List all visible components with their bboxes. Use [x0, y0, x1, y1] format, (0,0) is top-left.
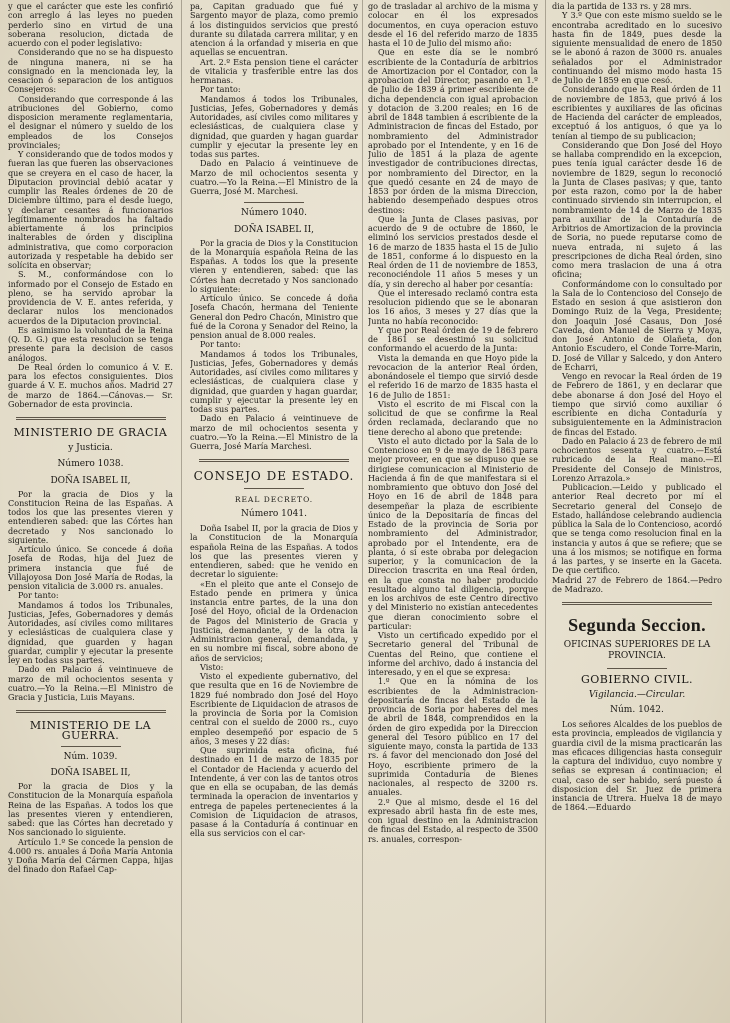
paragraph: De Real órden lo comunico á V. E. para los efectos consiguientes. Dios guarde á V. E. muchos años. Madrid 27 de marzo de 1864.—Cánovas.— Sr. Gobernador de esta provincia. [8, 361, 173, 409]
paragraph: Visto un certificado expedido por el Secretario general del Tribunal de Cuentas del Reino, que contiene el informe del archivo, dado á instancia del interesado, y en el que se expresa: [368, 630, 538, 677]
paragraph: Considerando que Don José del Hoyo se hallaba comprendido en la excepcion, pues tenía igual carácter desde 16 de noviembre de 1829, segun lo reconoció la Junta de Clases pasivas; y que, tanto por esta razon, como por la de haber continuado sirviendo sin interrupcion, el nombramiento de 14 de Marzo de 1835 para auxiliar de la Contaduría de Arbitrios de Amortizacion de la provincia de Soria, no puede reputarse como de nueva entrada, ni sujeto á las prescripciones de dicha Real órden, sino como mera traslacion de una á otra oficina; [552, 139, 722, 280]
decree-heading: DOÑA ISABEL II, [50, 475, 131, 486]
paragraph: Por tanto: [18, 590, 59, 601]
decree-number: Núm. 1039. [63, 751, 118, 762]
office-heading: GOBIERNO CIVIL. [580, 673, 694, 687]
column-3 [368, 2, 538, 1023]
paragraph: Los señores Alcaldes de los pueblos de esta provincia, empleados de vigilancia y guardia civil de la misma practicarán las mas eficaces diligencias hasta conseguir la captura del individuo, cuyo nombre y señas se expresan á continuacion; el cual, caso de ser habido, será puesto á disposicion del Sr. Juez de primera instancia de Utrera. Huelva 18 de mayo de 1864.—Eduardo [552, 719, 722, 813]
decree-heading: DOÑA ISABEL II, [50, 768, 131, 778]
short-divider [607, 668, 667, 669]
paragraph: Por tanto: [200, 339, 241, 350]
section-heading: MINISTERIO DE LA GUERRA. [29, 719, 152, 742]
section-heading: Segunda Seccion. [568, 615, 706, 635]
paragraph: Visto el escrito de mi Fiscal con la solicitud de que se confirme la Real órden reclamada, declarando que no tiene derecho al abono que pretende: [368, 398, 538, 437]
paragraph: pa, Capitan graduado que fué y Sargento mayor de plaza, como premio á los distinguidos servicios que prestó durante su dilatada carrera militar, y en atencion á la orfandad y miseria en que aquellas se encuentran. [190, 2, 358, 58]
paragraph: Dado en Palacio á veintinueve de Marzo de mil ochocientos sesenta y cuatro.—Yo la Reina.—El Ministro de la Guerra, José M. Marchesi. [190, 158, 358, 196]
paragraph: Por la gracia de Dios y la Constitucion Reina de las Españas. A todos los que las presentes vieren y entendieren sabed: que las Córtes han decretado y Nos sancionado lo siguiente. [8, 488, 173, 545]
column-1 [8, 2, 173, 1023]
notice-type: Vigilancia.—Circular. [588, 689, 686, 700]
paragraph: 2.º Que al mismo, desde el 16 del expresado abril hasta fin de este mes, con igual destino en la Administracion de fincas del Estado, al respecto de 3500 rs. anuales, correspon- [368, 796, 538, 844]
paragraph: Que la Junta de Clases pasivas, por acuerdo de 9 de octubre de 1860, le eliminó los servicios prestados desde el 16 de marzo de 1835 hasta el 15 de Julio de 1851, conforme á lo dispuesto en la Real órden de 11 de noviembre de 1853, reconociéndole 11 años 5 meses y un día, y sin derecho al haber por cesantía: [368, 213, 538, 289]
paragraph: Considerando que no se ha dispuesto de ninguna manera, ni se ha consignado en la mencionada ley, la cesacion ó separacion de los antiguos Consejeros: [8, 47, 173, 95]
paragraph: Mandamos á todos los Tribunales, Justicias, Jefes, Gobernadores y demás Autoridades, así civiles como militares y eclesiásticas, de cualquiera clase y dignidad, que guarden y hagan guardar, cumplir y ejecutar la presente ley en todas sus partes. [190, 348, 358, 414]
column-rule [545, 0, 546, 1023]
paragraph: Y 3.º Que con este mismo sueldo se le encontraba acreditado en lo sucesivo hasta fin de 1849, pues desde la siguiente mensualidad de enero de 1850 se le abonó á razon de 3000 rs. anuales señalados por el Administrador continuando del mismo modo hasta 15 de Julio de 1859 en que cesó. [552, 10, 722, 85]
paragraph: «En el pleito que ante el Consejo de Estado pende en primera y única instancia entre partes, de la una don José del Hoyo, oficial de la Ordenacion de Pagos del Ministerio de Gracia y Justicia, demandante, y de la otra la Administracion general, demandada, y en su nombre mi fiscal, sobre abono de años de servicios; [190, 578, 358, 663]
paragraph: Dado en Palacio á 23 de febrero de mil ochocientos sesenta y cuatro.—Está rubricado de la Real mano.—El Presidente del Consejo de Ministros, Lorenzo Arrazola.» [552, 435, 722, 483]
paragraph: Dado en Palacio á veintinueve de marzo de mil ochocientos sesenta y cuatro.—Yo la Reina.—El Ministro de Gracia y Justicia, Luis Mayans. [8, 664, 173, 702]
paragraph: Y que por Real órden de 19 de febrero de 1861 se desestimó su solicitud conformando el acuerdo de la Junta: [368, 324, 538, 354]
paragraph: Visto el auto dictado por la Sala de lo Contencioso en 9 de mayo de 1863 para mejor proveer, en que se dispuso que se dirigiese comunicacion al Ministerio de Hacienda á fin de que manifestara si el nombramiento que obtuvo don José del Hoyo en 16 de abril de 1848 para desempeñar la plaza de escribiente único de la Depositaría de fincas del Estado de la provincia de Soria por nombramiento del Administrador, aprobado por el Intendente, era de planta, ó si este obraba por delegacion superior, y la comunicacion de la Direccion trascrita en una Real órden, en la que consta no haber producido resultado alguno tal diligencia, porque en los archivos de este Centro directivo y del Ministerio no existían antecedentes que dieran conocimiento sobre el particular: [368, 435, 538, 631]
paragraph: Mandamos á todos los Tribunales, Justicias, Jefes, Gobernadores y demás Autoridades, así civiles como militares y eclesiásticas de cualquiera clase y dignidad, que guarden y hagan guardar, cumplir y ejecutar la presente ley en todas sus partes. [8, 599, 173, 665]
section-subheading: y Justicia. [68, 443, 113, 454]
paragraph: Visto: [200, 661, 224, 672]
paragraph: Que en este día se le nombró escribiente de la Contaduría de arbitrios de Amortizacion por el Contador, con la aprobacion del Director, pasando en 1.º de Julio de 1839 á primer escribiente de dicha dependencia con igual aprobacion y dotacion de 3.200 reales; en 16 de abril de 1848 tambien á escribiente de la Administracion de fincas del Estado, por nombramiento del Administrador aprobado por el Intendente, y en 16 de Julio de 1851 á la plaza de agente investigador de contribuciones directas, por nombramiento del Director, en la que quedó cesante en 24 de mayo de 1853 por órden de la misma Direccion, habiendo desempeñado despues otros destinos: [368, 47, 538, 215]
paragraph: S. M., conformándose con lo informado por el Consejo de Estado en pleno, se ha servido aprobar la providencia de V. E. antes referida, y declarar nulos los mencionados acuerdos de la Diputacion provincial. [8, 269, 173, 326]
column-rule [362, 0, 363, 1023]
paragraph: Por la gracia de Dios y la Constitucion de la Monarquía española Reina de las Españas. A todos los que las presentes vieren y entendieren, sabed: que las Córtes han decretado y Nos sancionado lo siguiente. [8, 781, 173, 838]
paragraph: Vengo en revocar la Real órden de 19 de Febrero de 1861, y en declarar que debe abonarse á don José del Hoyo el tiempo que sirvió como auxiliar ó escribiente en dicha Contaduría y subsiguientemente en la Administracion de fincas del Estado. [552, 371, 722, 437]
paragraph: Y considerando que de todos modos y fueran las que fueren las observaciones que se creyera en el caso de hacer, la Diputacion provincial debió acatar y cumplir las Reales órdenes de 20 de Diciembre último, para el desde luego, y declarar cesantes á funcionarios legítimamente nombrados ha faltado abiertamente á los principios inalterables de órden y disciplina administrativa, que como corporacion autorizada y respetable ha debido ser solícita en observar; [8, 149, 173, 270]
decree-number: Número 1041. [241, 508, 307, 519]
paragraph: go de trasladar al archivo de la misma y colocar en él los expresados documentos, en cuya operacion estuvo desde el 16 del referido marzo de 1835 hasta el 10 de Julio del mismo año: [368, 2, 538, 48]
paragraph: Art. 2.º Esta pension tiene el carácter de vitalicia y trasferible entre las dos hermanas. [190, 56, 358, 85]
column-4 [552, 2, 722, 1023]
decree-number: Núm. 1042. [610, 704, 664, 715]
section-divider [562, 602, 712, 605]
paragraph: Vista la demanda en que Hoyo pide la revocacion de la anterior Real órden, abonándosele el tiempo que sirvió desde el referido 16 de marzo de 1835 hasta el 16 de Julio de 1851: [368, 352, 538, 400]
short-divider [244, 488, 304, 489]
paragraph: Artículo único. Se concede á doña Josefa Chacón, hermana del Teniente General don Pedro Chacón, Ministro que fué de la Corona y Senador del Reino, la pension anual de 8.000 reales. [190, 293, 358, 340]
paragraph: Que suprimida esta oficina, fué destinado en 11 de marzo de 1835 por el Contador de Hacienda y acuerdo del Intendente, á ver con las de tantos otros que en ella se ocupaban, de las demás terminada la operacion de inventarios y entrega de papeles pertenecientes á la Comision de Liquidacion de atrasos, pasase á la Contaduría á continuar en ella sus servicios con el car- [190, 745, 358, 839]
section-heading: MINISTERIO DE GRACIA [13, 426, 168, 439]
subsection-heading: OFICINAS SUPERIORES DE LA PROVINCIA. [563, 640, 711, 662]
paragraph: Por tanto: [200, 84, 241, 95]
paragraph: Dado en Palacio á veintinueve de marzo de mil ochocientos sesenta y cuatro.—Yo la Reina.—El Ministro de la Guerra, José María Marchesi. [190, 413, 358, 451]
short-divider [244, 202, 304, 203]
paragraph: y que el carácter que este les confirió con arreglo á las leyes no pueden perderlo sino en virtud de una soberana resolucion, dictada de acuerdo con el poder legislativo: [8, 2, 173, 48]
paragraph: Es asimismo la voluntad de la Reina (Q. D. G.) que esta resolucion se tenga presente para la decision de casos análogos. [8, 324, 173, 363]
paragraph: Que el interesado reclamó contra esta resolucion pidiendo que se le abonaran los 16 años, 3 meses y 27 días que la Junta no había reconocido: [368, 287, 538, 326]
section-heading: CONSEJO DE ESTADO. [193, 469, 355, 484]
section-divider [16, 710, 166, 713]
paragraph: Artículo único. Se concede á doña Josefa de Rodas, hija del Juez de primera instancia que fué de Villajoyosa Don José María de Rodas, la pension vitalicia de 3.000 rs. anuales. [8, 544, 173, 591]
decree-heading: DOÑA ISABEL II, [233, 224, 315, 235]
paragraph: Mandamos á todos los Tribunales, Justicias, Jefes, Gobernadores y demás Autoridades, así civiles como militares y eclesiásticas, de cualquiera clase y dignidad, que guarden y hagan guardar cumplir y ejecutar la presente ley en todas sus partes. [190, 93, 358, 159]
paragraph: 1.º Que en la nómina de los escribientes de la Administracion-depositaría de fincas del Estado de la provincia de Soria por haberes del mes de abril de 1848, comprendidos en la órden de giro expedida por la Direccion general del Tesoro público en 17 del siguiente mayo, consta la partida de 133 rs. á favor del mencionado don José del Hoyo, escribiente primero de la suprimida Contaduría de Bienes nacionales, al respecto de 3200 rs. anuales. [368, 676, 538, 798]
section-divider [199, 459, 349, 462]
paragraph: Doña Isabel II, por la gracia de Dios y la Constitucion de la Monarquía española Reina de las Españas. A todos los que las presentes vieren y entendieren, sabed: que he venido en decretar lo siguiente: [190, 523, 358, 580]
paragraph: dia la partida de 133 rs. y 28 mrs. [552, 2, 692, 11]
paragraph: Visto el expediente gubernativo, del que resulta que en 16 de Noviembre de 1829 fué nombrado don José del Hoyo Escribiente de Liquidacion de atrasos de la provincia de Soria por la Comision central con el sueldo de 2000 rs., cuyo empleo desempeñó por espacio de 5 años, 3 meses y 22 días: [190, 671, 358, 746]
section-divider [16, 417, 166, 420]
paragraph: Artículo 1.º Se concede la pension de 4.000 rs. anuales á Doña María Antonia y Doña María del Cármen Cappa, hijas del finado don Rafael Cap- [8, 836, 173, 875]
paragraph: Considerando que corresponde á las atribuciones del Gobierno, como disposicion meramente reglamentaria, el designar el número y sueldo de los empleados de los Consejos provinciales; [8, 93, 173, 150]
signature-line: Madrid 27 de Febrero de 1864.—Pedro de Madrazo. [552, 574, 722, 594]
paragraph: Por la gracia de Dios y la Constitucion de la Monarquía española Reina de las Españas. A todos los que la presente vieren y entendieren, sabed: que las Córtes han decretado y Nos sancionado lo siguiente: [190, 237, 358, 294]
short-divider [61, 746, 121, 747]
paragraph: Conformándome con lo consultado por la Sala de lo Contencioso del Consejo de Estado en sesion á que asistieron don Domingo Ruiz de la Vega, Presidente; don Joaquin José Casaus, Don José Caveda, don Manuel de Sierra y Moya, don José Antonio de Olañeta, don Antonio Escudero, el Conde Torre-Marin, D. José de Villar y Salcedo, y don Antero de Echarri, [552, 278, 722, 372]
decree-number: Número 1038. [57, 459, 124, 470]
column-rule [181, 0, 182, 1023]
decree-number: Número 1040. [241, 208, 307, 219]
paragraph: Publicacion.—Leido y publicado el anterior Real decreto por mí el Secretario general del Consejo de Estado, hallándose celebrando audiencia pública la Sala de lo Contencioso, acordó que se tenga como resolucion final en la instancia y autos á que se refiere; que se una á los mismos; se notifique en forma á las partes, y se inserte en la Gaceta. De que certifico. [552, 482, 722, 576]
column-2 [190, 2, 358, 1023]
paragraph: Considerando que la Real órden de 11 de noviembre de 1853, que privó á los escribientes y auxiliares de las oficinas de Hacienda del carácter de empleados, exceptuó á los antiguos, ó que ya lo tenían al tiempo de su publicacion; [552, 84, 722, 141]
decree-title: REAL DECRETO. [234, 494, 314, 504]
